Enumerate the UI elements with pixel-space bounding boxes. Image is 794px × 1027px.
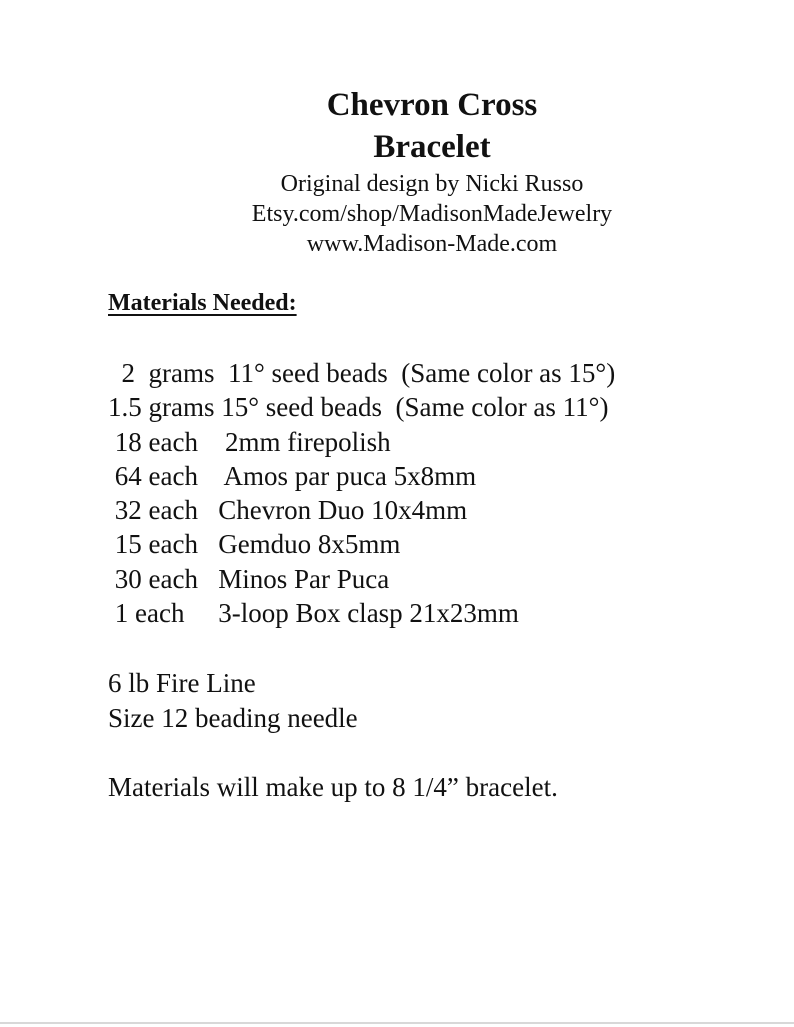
- needle-supply: Size 12 beading needle: [108, 702, 358, 733]
- title-line-1: Chevron Cross: [326, 87, 538, 123]
- material-item: 18 each 2mm firepolish: [108, 426, 391, 457]
- thread-supply: 6 lb Fire Line: [108, 668, 256, 698]
- etsy-shop-address: Etsy.com/shop/MadisonMadeJewelry: [251, 201, 613, 227]
- materials-list: [108, 356, 615, 630]
- designer-credit: Original design by Nicki Russo: [280, 171, 584, 197]
- material-item: 64 each Amos par puca 5x8mm: [108, 460, 477, 491]
- website-address: www.Madison-Made.com: [306, 231, 558, 257]
- material-item: 15 each Gemduo 8x5mm: [108, 529, 401, 560]
- material-item: 1.5 grams 15° seed beads (Same color as 11°): [108, 392, 609, 423]
- document-header: [0, 84, 794, 259]
- material-item: 30 each Minos Par Puca: [108, 563, 390, 594]
- additional-supplies: [108, 666, 358, 735]
- bracelet-length-note: Materials will make up to 8 1/4” bracelet.: [108, 772, 558, 802]
- title-line-2: Bracelet: [373, 129, 491, 165]
- materials-heading: Materials Needed:: [108, 290, 297, 316]
- material-item: 32 each Chevron Duo 10x4mm: [108, 495, 468, 526]
- page-bottom-divider: [0, 1022, 794, 1024]
- material-item: 2 grams 11° seed beads (Same color as 15°): [108, 358, 616, 388]
- material-item: 1 each 3-loop Box clasp 21x23mm: [108, 598, 519, 629]
